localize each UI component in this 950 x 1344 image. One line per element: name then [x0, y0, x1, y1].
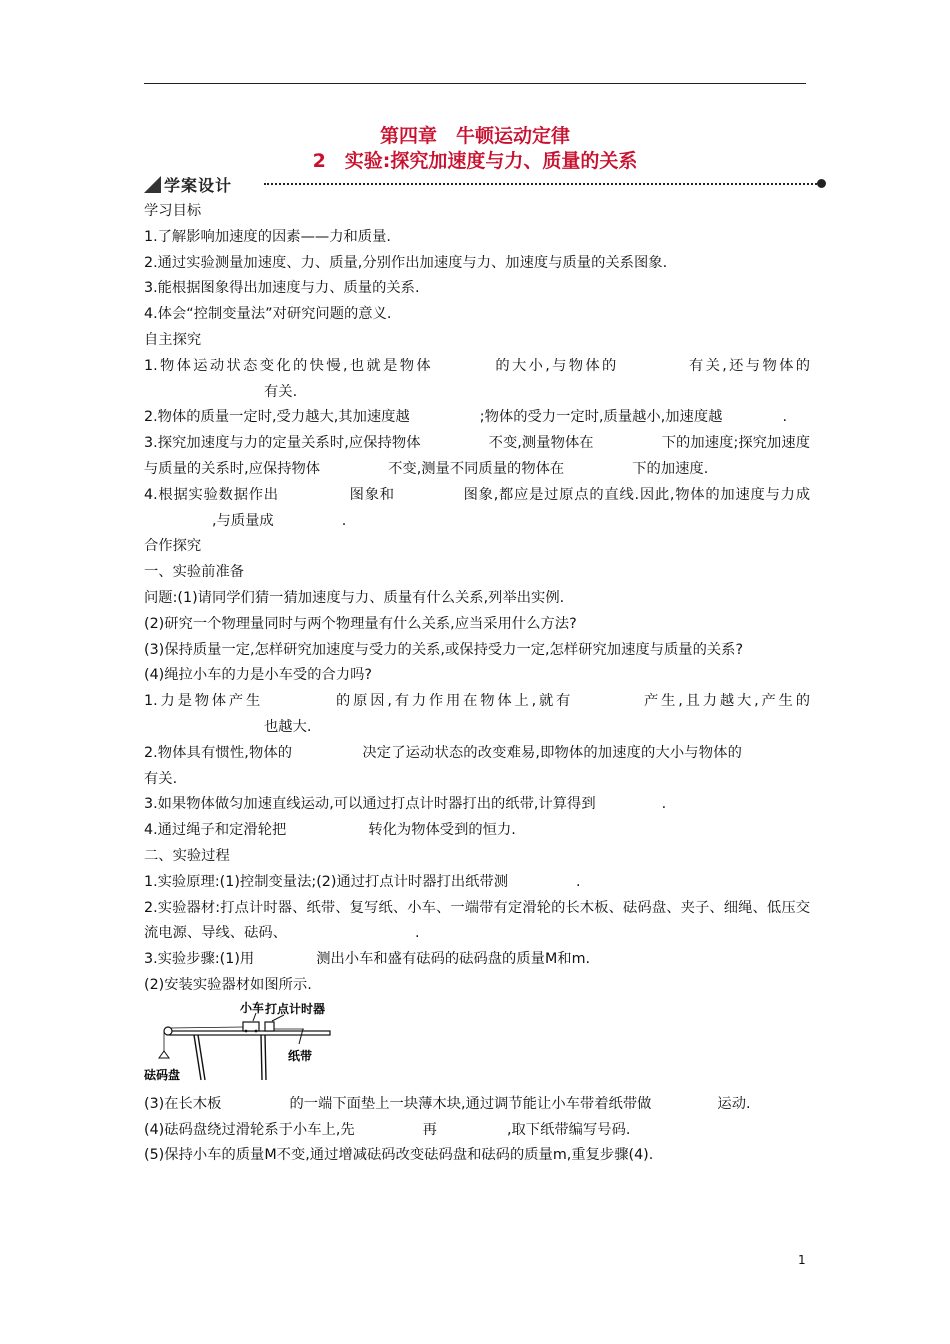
- weight-pan: [159, 1051, 169, 1058]
- self-study-heading: 自主探究: [144, 331, 202, 348]
- objective-2: 2.通过实验测量加速度、力、质量,分别作出加速度与力、加速度与质量的关系图象.: [144, 254, 668, 271]
- question-2: (2)研究一个物理量同时与两个物理量有什么关系,应当采用什么方法?: [144, 615, 577, 632]
- label-timer: 打点计时器: [265, 1001, 326, 1016]
- exp-step-5: (5)保持小车的质量M不变,通过增减砝码改变砝码盘和砝码的质量m,重复步骤(4).: [144, 1147, 654, 1164]
- page-number: 1: [798, 1253, 806, 1267]
- question-4: (4)绳拉小车的力是小车受的合力吗?: [144, 667, 372, 684]
- self-study-q4: 4.根据实验数据作出 图象和 图象,都应是过原点的直线.因此,物体的加速度与力成,与质量成 .: [144, 486, 811, 529]
- apparatus-figure: [144, 1000, 810, 1089]
- section-title: 2 实验:探究加速度与力、质量的关系: [312, 150, 638, 172]
- part1-heading: 一、实验前准备: [144, 564, 245, 581]
- bullet-dot-icon: [817, 179, 826, 188]
- objective-4: 4.体会“控制变量法”对研究问题的意义.: [144, 306, 392, 323]
- triangle-icon: [144, 176, 161, 193]
- question-3: (3)保持质量一定,怎样研究加速度与受力的关系,或保持受力一定,怎样研究加速度与质量的关系?: [144, 641, 744, 658]
- objective-3: 3.能根据图象得出加速度与力、质量的关系.: [144, 280, 420, 297]
- coop-heading: 合作探究: [144, 538, 202, 555]
- self-study-q1: 1.物体运动状态变化的快慢,也就是物体 的大小,与物体的 有关,还与物体的有关.: [144, 357, 811, 400]
- timer-device: [265, 1022, 274, 1031]
- exp-step-2: (2)安装实验器材如图所示.: [144, 976, 312, 993]
- prep-item-3: 3.如果物体做匀加速直线运动,可以通过打点计时器打出的纸带,计算得到 .: [144, 796, 667, 813]
- exp-step-1: 3.实验步骤:(1)用 测出小车和盛有砝码的砝码盘的质量M和m.: [144, 951, 591, 968]
- prep-item-1: 1.力是物体产生 的原因,有力作用在物体上,就有 产生,且力越大,产生的也越大.: [144, 693, 811, 735]
- section-banner: [144, 174, 826, 194]
- apparatus-diagram: [144, 1000, 364, 1089]
- header-rule: [144, 83, 806, 84]
- prep-item-2: 2.物体具有惯性,物体的 决定了运动状态的改变难易,即物体的加速度的大小与物体的有关.: [144, 744, 742, 787]
- string: [170, 1027, 243, 1028]
- part2-heading: 二、实验过程: [144, 847, 230, 864]
- question-1: 问题:(1)请同学们猜一猜加速度与力、质量有什么关系,列举出实例.: [144, 589, 565, 606]
- prep-item-4: 4.通过绳子和定滑轮把 转化为物体受到的恒力.: [144, 822, 516, 839]
- exp-equipment: 2.实验器材:打点计时器、纸带、复写纸、小车、一端带有定滑轮的长木板、砝码盘、夹子、细绳、低压交流电源、导线、砝码、 .: [144, 899, 810, 942]
- objectives-heading: 学习目标: [144, 203, 202, 219]
- self-study-q3: 3.探究加速度与力的定量关系时,应保持物体 不变,测量物体在 下的加速度;探究加速度与质量的关系时,应保持物体 不变,测量不同质量的物体在 下的加速度.: [144, 435, 811, 477]
- main-content: [144, 199, 810, 1169]
- table-leg: [194, 1035, 201, 1080]
- chapter-title: 第四章 牛顿运动定律: [379, 125, 570, 147]
- exp-step-4: (4)砝码盘绕过滑轮系于小车上,先 再 ,取下纸带编写号码.: [144, 1121, 631, 1138]
- label-pan: 砝码盘: [144, 1067, 181, 1082]
- label-tape: 纸带: [288, 1048, 313, 1063]
- banner-label: 学案设计: [164, 176, 233, 195]
- exp-step-3: (3)在长木板 的一端下面垫上一块薄木块,通过调节能让小车带着纸带做 运动.: [144, 1095, 751, 1112]
- self-study-q2: 2.物体的质量一定时,受力越大,其加速度越 ;物体的受力一定时,质量越小,加速度越 .: [144, 409, 787, 426]
- exp-principle: 1.实验原理:(1)控制变量法;(2)通过打点计时器打出纸带测 .: [144, 873, 581, 890]
- label-car: 小车: [240, 1000, 265, 1015]
- dotted-divider: [264, 183, 817, 185]
- objective-1: 1.了解影响加速度的因素——力和质量.: [144, 228, 391, 245]
- cart: [243, 1022, 259, 1031]
